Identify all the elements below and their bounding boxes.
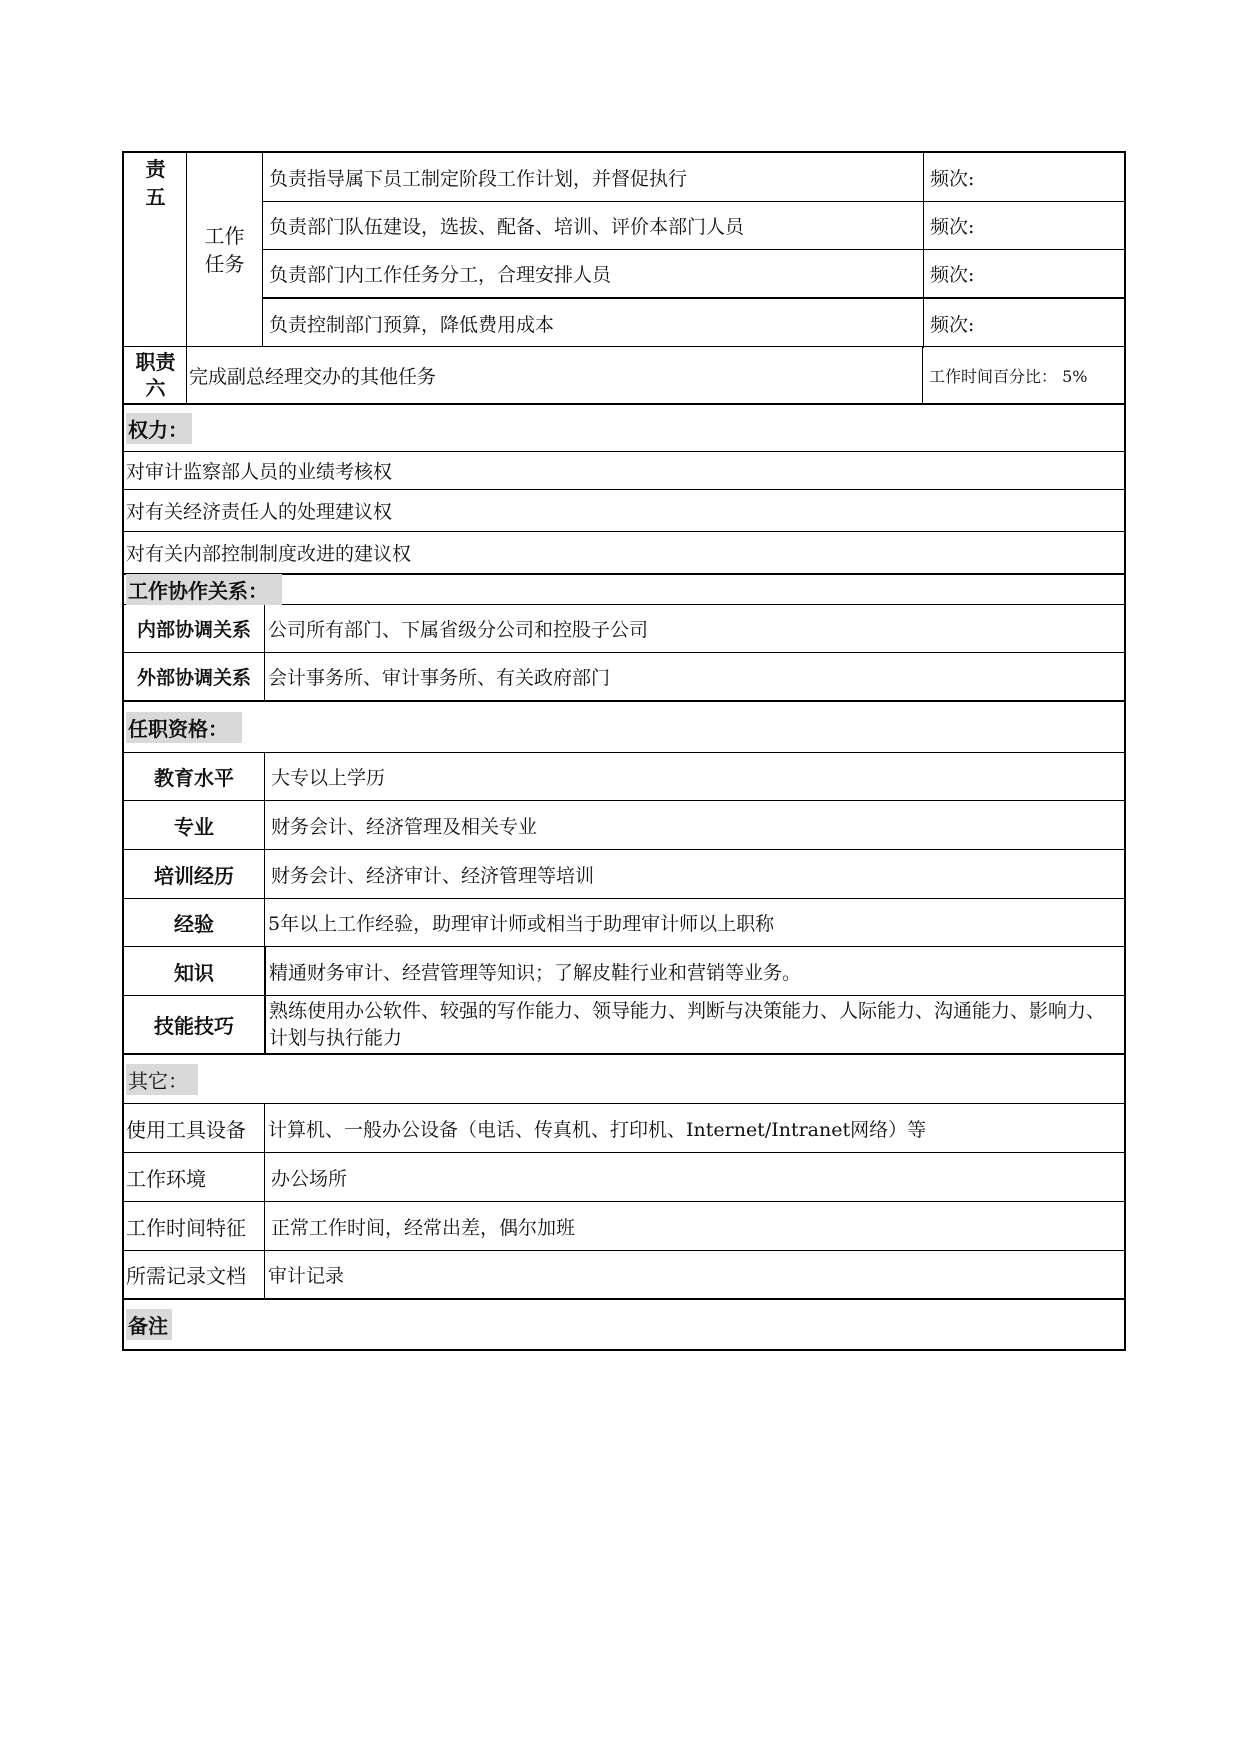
qualification-header: 任职资格： — [126, 712, 242, 743]
other-label: 使用工具设备 — [126, 1117, 246, 1142]
authority-item: 对有关内部控制制度改进的建议权 — [126, 543, 412, 565]
duty-six-block — [122, 347, 1126, 405]
duty-six-label: 职责 六 — [135, 350, 176, 400]
authority-header: 权力： — [126, 413, 192, 444]
cooperation-value: 公司所有部门、下属省级分公司和控股子公司 — [264, 605, 1124, 652]
qualification-value: 财务会计、经济管理及相关专业 — [264, 801, 1124, 849]
other-value: 计算机、一般办公设备（电话、传真机、打印机、Internet/Intranet网络）等 — [264, 1104, 1124, 1152]
task-frequency: 频次: — [923, 202, 1124, 249]
task-row — [263, 202, 1124, 250]
qualification-row — [124, 753, 1124, 801]
qualification-label: 培训经历 — [154, 863, 234, 888]
qualification-row — [124, 801, 1124, 850]
qualification-value: 5年以上工作经验，助理审计师或相当于助理审计师以上职称 — [264, 899, 1124, 946]
other-row — [124, 1104, 1124, 1153]
other-header-row — [124, 1055, 1124, 1104]
remarks-header: 备注 — [126, 1309, 172, 1340]
other-label: 工作环境 — [126, 1166, 206, 1191]
cooperation-value: 会计事务所、审计事务所、有关政府部门 — [264, 653, 1124, 700]
other-header: 其它： — [126, 1064, 198, 1095]
task-label: 工作 任务 — [186, 153, 262, 346]
task-text: 负责部门内工作任务分工，合理安排人员 — [269, 264, 612, 286]
cooperation-label: 内部协调关系 — [136, 619, 251, 641]
cooperation-header: 工作协作关系： — [126, 574, 282, 605]
qualification-value: 精通财务审计、经营管理等知识；了解皮鞋行业和营销等业务。 — [264, 947, 1124, 995]
cooperation-label: 外部协调关系 — [136, 667, 251, 689]
qualification-row — [124, 947, 1124, 996]
task-frequency: 频次: — [923, 299, 1124, 348]
task-row — [263, 250, 1124, 299]
task-row — [263, 153, 1124, 202]
task-text: 负责控制部门预算，降低费用成本 — [269, 314, 555, 336]
other-value: 正常工作时间，经常出差，偶尔加班 — [264, 1202, 1124, 1250]
authority-header-row — [124, 405, 1124, 452]
qualification-label: 经验 — [174, 912, 214, 936]
other-label: 所需记录文档 — [126, 1264, 246, 1288]
qualification-value: 大专以上学历 — [264, 753, 1124, 800]
qualification-value: 财务会计、经济审计、经济管理等培训 — [264, 850, 1124, 898]
other-row — [124, 1202, 1124, 1251]
job-description-table — [122, 151, 1126, 1351]
cooperation-row — [124, 605, 1124, 653]
task-frequency: 频次: — [923, 250, 1124, 297]
duty-six-percent: 工作时间百分比： 5% — [922, 347, 1124, 403]
other-block — [122, 1055, 1126, 1300]
qualification-header-row — [124, 702, 1124, 753]
task-frequency: 频次: — [923, 153, 1124, 201]
authority-row — [124, 452, 1124, 490]
duty-five-block — [122, 151, 1126, 347]
qualification-label: 技能技巧 — [154, 1014, 234, 1038]
other-value: 办公场所 — [264, 1153, 1124, 1201]
authority-row — [124, 490, 1124, 532]
qualification-row — [124, 899, 1124, 947]
other-row — [124, 1251, 1124, 1300]
duty-six-text: 完成副总经理交办的其他任务 — [186, 347, 922, 403]
cooperation-row — [124, 653, 1124, 702]
authority-row — [124, 532, 1124, 575]
duty-five-label: 责 五 — [145, 157, 166, 209]
remarks-block — [122, 1300, 1126, 1351]
qualification-row — [124, 850, 1124, 899]
qualification-label: 知识 — [174, 960, 214, 985]
qualification-block — [122, 702, 1126, 1055]
authority-item: 对有关经济责任人的处理建议权 — [126, 501, 393, 523]
task-row — [263, 299, 1124, 348]
task-text: 负责部门队伍建设，选拔、配备、培训、评价本部门人员 — [269, 216, 745, 238]
other-label: 工作时间特征 — [126, 1215, 246, 1240]
task-text: 负责指导属下员工制定阶段工作计划，并督促执行 — [269, 167, 688, 190]
authority-item: 对审计监察部人员的业绩考核权 — [126, 461, 393, 483]
qualification-label: 教育水平 — [154, 766, 234, 790]
qualification-label: 专业 — [174, 814, 214, 839]
remarks-row — [124, 1300, 1124, 1349]
other-value: 审计记录 — [264, 1251, 1124, 1298]
authority-block — [122, 405, 1126, 575]
qualification-value: 熟练使用办公软件、较强的写作能力、领导能力、判断与决策能力、人际能力、沟通能力、影响力、计划与执行能力 — [264, 996, 1124, 1053]
cooperation-header-row — [124, 575, 1124, 605]
other-row — [124, 1153, 1124, 1202]
qualification-row — [124, 996, 1124, 1055]
cooperation-block — [122, 575, 1126, 702]
